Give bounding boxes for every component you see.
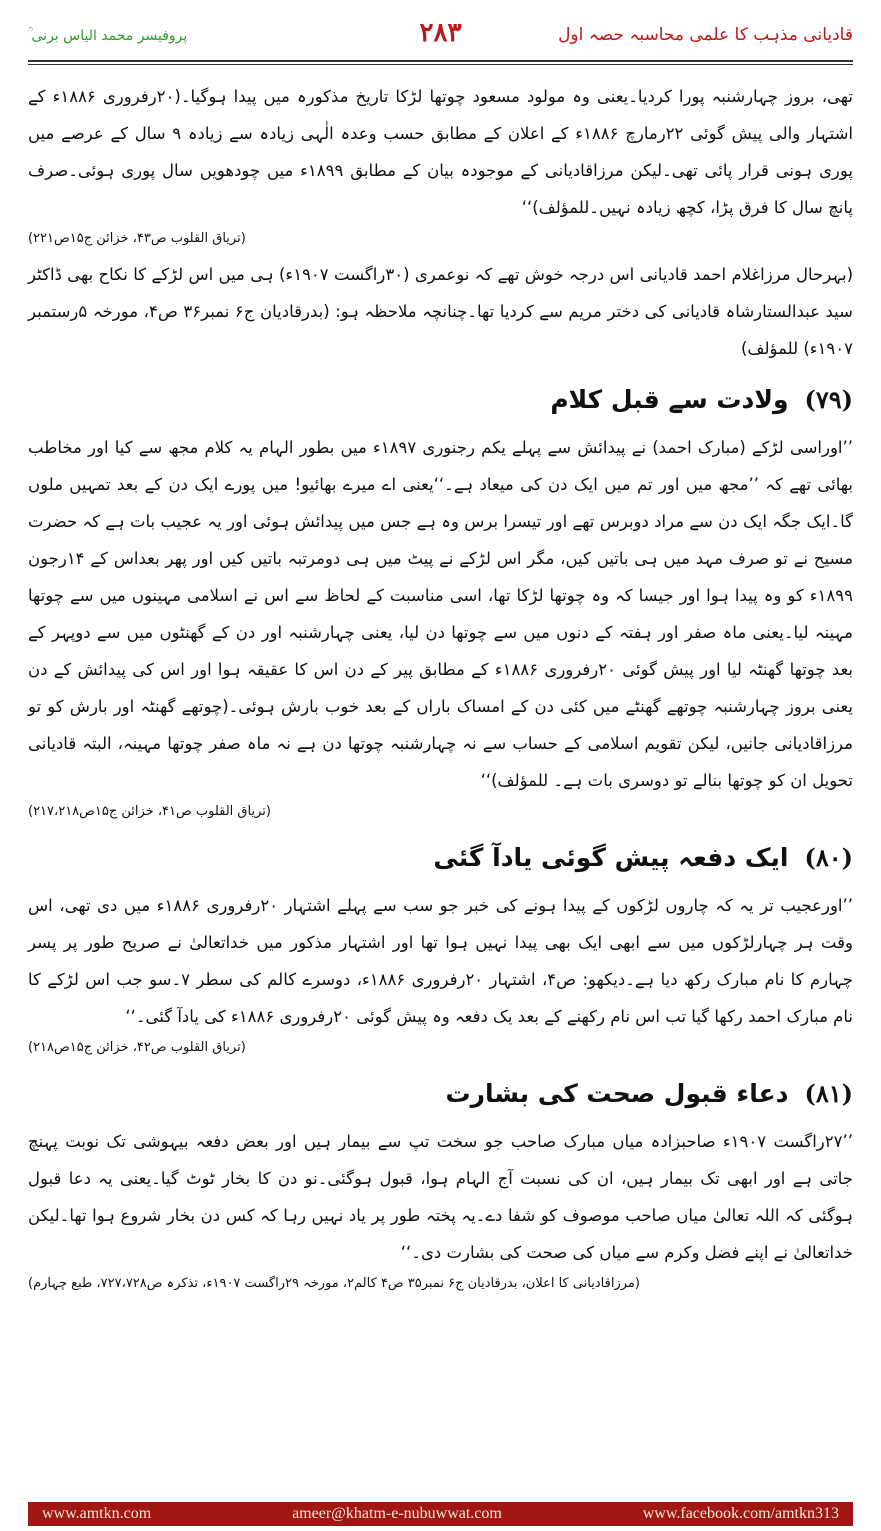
citation: (تریاق القلوب ص۴۲، خزائن ج۱۵ص۲۱۸) bbox=[28, 1040, 246, 1055]
header-rule-top bbox=[28, 60, 853, 62]
paragraph: (بہرحال مرزاغلام احمد قادیانی اس درجہ خوش تھے کہ نوعمری (۳۰راگست ۱۹۰۷ء) ہی میں اس لڑکے کا نکاح بھی ڈاکٹر سید عبدالستارشاہ قادیانی کی دختر مریم سے کردیا تھا۔چنانچہ ملاحظہ ہو: (بدرقادیان ج۶ نمبر۳۶ ص۴، مورخہ ۵رستمبر ۱۹۰۷ء) للمؤلف) bbox=[28, 265, 854, 358]
section-heading bbox=[28, 831, 853, 883]
section-number: (۷۹) bbox=[804, 384, 853, 414]
page-body bbox=[28, 78, 853, 1301]
section-number: (۸۱) bbox=[804, 1078, 853, 1108]
page-number: ۲۸۳ bbox=[419, 18, 462, 48]
citation: (تریاق القلوب ص۴۱، خزائن ج۱۵ص۲۱۷،۲۱۸) bbox=[28, 804, 271, 819]
footer-email-link[interactable]: ameer@khatm-e-nubuwwat.com bbox=[292, 1505, 502, 1522]
header-rule-bottom bbox=[28, 64, 853, 65]
section-heading bbox=[28, 1067, 853, 1119]
page-header bbox=[28, 14, 853, 60]
footer-facebook-link[interactable]: www.facebook.com/amtkn313 bbox=[642, 1505, 839, 1522]
author-name: پروفیسر محمد الیاس برنی ؒ bbox=[28, 28, 188, 44]
page-footer bbox=[28, 1502, 853, 1526]
section-heading bbox=[28, 373, 853, 425]
section-title: ایک دفعہ پیش گوئی یادآ گئی bbox=[433, 842, 789, 872]
section-number: (۸۰) bbox=[804, 842, 853, 872]
paragraph: ’’۲۷راگست ۱۹۰۷ء صاحبزادہ میاں مبارک صاحب جو سخت تپ سے بیمار ہیں اور بعض دفعہ بیہوشی تک نوبت پہنچ جاتی ہے اور ابھی تک بیمار ہیں، ان کی نسبت آج الہام ہوا، قبول ہوگئی۔نو دن کا بخار ٹوٹ گیا۔یعنی یہ دعا قبول ہوگئی کہ اللہ تعالیٰ میاں صاحب موصوف کو شفا دے۔یہ پختہ طور پر یاد نہیں رہا کہ کس دن بخار شروع ہوا تھا۔لیکن خداتعالیٰ نے اپنے فضل وکرم سے میاں کی صحت کی بشارت دی۔‘‘ bbox=[28, 1132, 854, 1262]
paragraph: ’’اورعجیب تر یہ کہ چاروں لڑکوں کے پیدا ہونے کی خبر جو سب سے پہلے اشتہار ۲۰رفروری ۱۸۸۶ء میں دی تھی، اس وقت ہر چہارلڑکوں میں سے ابھی ایک بھی پیدا نہیں ہوا تھا اور اشتہار مذکور میں خداتعالیٰ نے صریح طور پر پسر چہارم کا نام مبارک رکھ دیا ہے۔دیکھو: ص۴، اشتہار ۲۰رفروری ۱۸۸۶ء، دوسرے کالم کی سطر ۷۔سو جب اس لڑکے کا نام مبارک احمد رکھا گیا تب اس نام رکھنے کے بعد یک دفعہ وہ پیش گوئی ۲۰رفروری ۱۸۸۶ء کی یادآ گئی۔‘‘ bbox=[28, 896, 853, 1026]
citation: (تریاق القلوب ص۴۳، خزائن ج۱۵ص۲۲۱) bbox=[28, 231, 246, 246]
section-title: ولادت سے قبل کلام bbox=[550, 384, 789, 414]
book-title: قادیانی مذہب کا علمی محاسبہ حصہ اول bbox=[558, 25, 853, 45]
section-title: دعاء قبول صحت کی بشارت bbox=[445, 1078, 789, 1108]
citation: (مرزاقادیانی کا اعلان، بدرقادیان ج۶ نمبر۳۵ ص۴ کالم۲، مورخہ ۲۹راگست ۱۹۰۷ء، تذکرہ ص۷۲۷،۷۲۸، طبع چہارم) bbox=[28, 1276, 640, 1291]
paragraph: تھی، بروز چہارشنبہ پورا کردیا۔یعنی وہ مولود مسعود چوتھا لڑکا تاریخ مذکورہ میں پیدا ہوگیا۔(۲۰رفروری ۱۸۸۶ء کے اشتہار والی پیش گوئی ۲۲رمارچ ۱۸۸۶ء کے اعلان کے مطابق حسب وعدہ الٰہی زیادہ سے زیادہ ۹ سال کے عرصے میں پوری ہونی قرار پائی تھی۔لیکن مرزاقادیانی کے موجودہ بیان کے مطابق ۱۸۹۹ء میں چودھویں سال پوری ہوئی۔صرف پانچ سال کا فرق پڑا، کچھ زیادہ نہیں۔للمؤلف)‘‘ bbox=[28, 87, 854, 217]
footer-website-link[interactable]: www.amtkn.com bbox=[42, 1505, 152, 1522]
paragraph: ’’اوراسی لڑکے (مبارک احمد) نے پیدائش سے پہلے یکم رجنوری ۱۸۹۷ء میں بطور الہام یہ کلام مجھ سے کیا اور مخاطب بھائی تھے کہ ’’مجھ میں اور تم میں ایک دن کی میعاد ہے۔‘‘یعنی اے میرے بھائیو! میں پورے ایک دن کے بعد تمہیں ملوں گا۔ایک جگہ ایک دن سے مراد دوبرس تھے اور تیسرا برس وہ ہے جس میں پیدائش ہوئی اور یہ عجیب بات ہے کہ حضرت مسیح نے تو صرف مہد میں ہی باتیں کیں، مگر اس لڑکے نے پیٹ میں ہی دومرتبہ باتیں کیں اور پھر بعداس کے ۱۴رجون ۱۸۹۹ء کو وہ پیدا ہوا اور جیسا کہ وہ چوتھا لڑکا تھا، اسی مناسبت کے لحاظ سے اس نے اسلامی مہینوں میں سے چوتھا مہینہ لیا۔یعنی ماہ صفر اور ہفتہ کے دنوں میں سے چوتھا دن لیا، یعنی چہارشنبہ اور دن کے گھنٹوں میں سے دوپہر کے بعد چوتھا گھنٹہ لیا اور پیش گوئی ۲۰رفروری ۱۸۸۶ء کے مطابق پیر کے دن اس کا عقیقہ ہوا اور اس کی پیدائش کے دن یعنی بروز چہارشنبہ چوتھے گھنٹے میں کئی دن کے امساک باراں کے بعد خوب بارش ہوئی۔(چوتھے گھنٹہ اور بارش کو تو مرزاقادیانی جانیں، لیکن تقویم اسلامی کے حساب سے نہ چہارشنبہ چوتھا دن ہے نہ ماہ صفر چوتھا مہینہ، البتہ قادیانی تحویل ان کو چوتھا بنالے تو دوسری بات ہے۔ للمؤلف)‘‘ bbox=[28, 438, 854, 790]
